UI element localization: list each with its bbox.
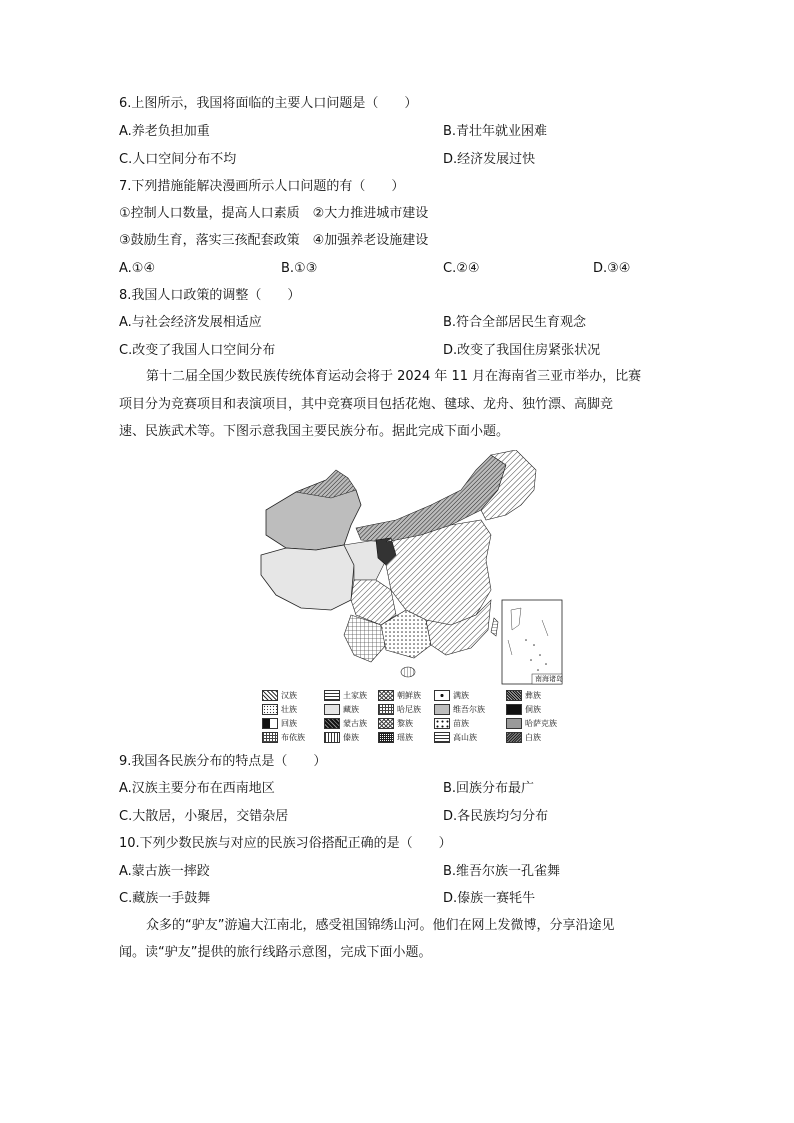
legend-label: 朝鲜族: [397, 691, 421, 700]
legend-swatch: [378, 732, 394, 743]
legend-swatch: [434, 732, 450, 743]
legend-label: 满族: [453, 691, 469, 700]
legend-item: [434, 690, 469, 702]
legend-label: 高山族: [453, 733, 477, 742]
legend-item: [434, 704, 485, 716]
q6-option-a: A.养老负担加重: [119, 124, 210, 139]
legend-item: [262, 732, 305, 744]
q7-items-1: ①控制人口数量，提高人口素质 ②大力推进城市建设: [119, 206, 429, 221]
legend-item: [324, 732, 359, 744]
q6-option-b: B.青壮年就业困难: [443, 124, 548, 139]
q8-option-d: D.改变了我国住房紧张状况: [443, 343, 601, 358]
legend-item: [262, 704, 297, 716]
china-map-graphic: [236, 450, 572, 688]
legend-label: 哈尼族: [397, 705, 421, 714]
passage2-line2: 闻。读“驴友”提供的旅行线路示意图，完成下面小题。: [119, 945, 432, 960]
q10-option-b: B.维吾尔族一孔雀舞: [443, 864, 561, 879]
legend-swatch: [378, 690, 394, 701]
legend-item: [262, 690, 297, 702]
passage1-line2: 项目分为竞赛项目和表演项目，其中竞赛项目包括花炮、毽球、龙舟、独竹漂、高脚竞: [119, 397, 614, 412]
map-legend: [262, 690, 562, 748]
q9-option-a: A.汉族主要分布在西南地区: [119, 781, 275, 796]
q7-option-c: C.②④: [443, 261, 480, 276]
legend-swatch: [262, 690, 278, 701]
q9-option-b: B.回族分布最广: [443, 781, 535, 796]
legend-swatch: [506, 690, 522, 701]
legend-swatch: [378, 718, 394, 729]
legend-label: 瑶族: [397, 733, 413, 742]
region-hainan: [401, 667, 415, 677]
legend-swatch: [506, 704, 522, 715]
q9-option-c: C.大散居，小聚居，交错杂居: [119, 809, 289, 824]
legend-item: [262, 718, 297, 730]
legend-item: [324, 704, 359, 716]
legend-label: 黎族: [397, 719, 413, 728]
q7-option-a: A.①④: [119, 261, 156, 276]
legend-label: 壮族: [281, 705, 297, 714]
q10-option-c: C.藏族一手鼓舞: [119, 891, 211, 906]
legend-item: [506, 690, 541, 702]
legend-swatch: [324, 732, 340, 743]
legend-swatch: [324, 704, 340, 715]
q9-stem: 9.我国各民族分布的特点是（ ）: [119, 754, 327, 769]
q9-option-d: D.各民族均匀分布: [443, 809, 549, 824]
legend-label: 彝族: [525, 691, 541, 700]
legend-item: [506, 704, 541, 716]
region-taiwan: [491, 618, 498, 636]
passage1-line3: 速、民族武术等。下图示意我国主要民族分布。据此完成下面小题。: [119, 424, 510, 439]
q10-option-d: D.傣族一赛牦牛: [443, 891, 536, 906]
legend-item: [434, 718, 469, 730]
legend-item: [434, 732, 477, 744]
legend-swatch: [262, 732, 278, 743]
legend-label: 回族: [281, 719, 297, 728]
passage2-line1: 众多的“驴友”游遍大江南北，感受祖国锦绣山河。他们在网上发微博，分享沿途见: [146, 918, 615, 933]
legend-swatch: [262, 704, 278, 715]
legend-item: [324, 718, 367, 730]
q8-stem: 8.我国人口政策的调整（ ）: [119, 288, 301, 303]
q6-stem: 6.上图所示，我国将面临的主要人口问题是（ ）: [119, 96, 418, 111]
legend-label: 汉族: [281, 691, 297, 700]
q8-option-b: B.符合全部居民生育观念: [443, 315, 587, 330]
legend-swatch: [324, 718, 340, 729]
legend-item: [378, 732, 413, 744]
legend-label: 傣族: [343, 733, 359, 742]
legend-label: 维吾尔族: [453, 705, 485, 714]
legend-swatch: [324, 690, 340, 701]
legend-swatch: [434, 704, 450, 715]
legend-label: 侗族: [525, 705, 541, 714]
legend-item: [378, 690, 421, 702]
legend-label: 土家族: [343, 691, 367, 700]
legend-swatch: [434, 690, 450, 701]
legend-swatch: [434, 718, 450, 729]
q8-option-a: A.与社会经济发展相适应: [119, 315, 262, 330]
legend-label: 苗族: [453, 719, 469, 728]
legend-item: [506, 732, 541, 744]
ethnic-distribution-map: [236, 450, 572, 688]
legend-swatch: [506, 732, 522, 743]
legend-item: [378, 704, 421, 716]
q8-option-c: C.改变了我国人口空间分布: [119, 343, 276, 358]
legend-label: 哈萨克族: [525, 719, 557, 728]
legend-item: [506, 718, 557, 730]
legend-item: [324, 690, 367, 702]
legend-swatch: [506, 718, 522, 729]
q7-option-d: D.③④: [593, 261, 631, 276]
q10-option-a: A.蒙古族一摔跤: [119, 864, 210, 879]
legend-swatch: [378, 704, 394, 715]
legend-label: 布依族: [281, 733, 305, 742]
q6-option-d: D.经济发展过快: [443, 152, 536, 167]
legend-swatch: [262, 718, 278, 729]
region-tibet: [261, 545, 354, 610]
passage1-line1: 第十二届全国少数民族传统体育运动会将于 2024 年 11 月在海南省三亚市举办，比赛: [146, 369, 642, 384]
inset-label: 南海诸岛: [535, 675, 563, 683]
q7-stem: 7.下列措施能解决漫画所示人口问题的有（ ）: [119, 179, 405, 194]
legend-item: [378, 718, 413, 730]
legend-label: 白族: [525, 733, 541, 742]
legend-label: 藏族: [343, 705, 359, 714]
q7-items-2: ③鼓励生育，落实三孩配套政策 ④加强养老设施建设: [119, 233, 429, 248]
q10-stem: 10.下列少数民族与对应的民族习俗搭配正确的是（ ）: [119, 836, 452, 851]
q7-option-b: B.①③: [281, 261, 318, 276]
legend-label: 蒙古族: [343, 719, 367, 728]
q6-option-c: C.人口空间分布不均: [119, 152, 237, 167]
